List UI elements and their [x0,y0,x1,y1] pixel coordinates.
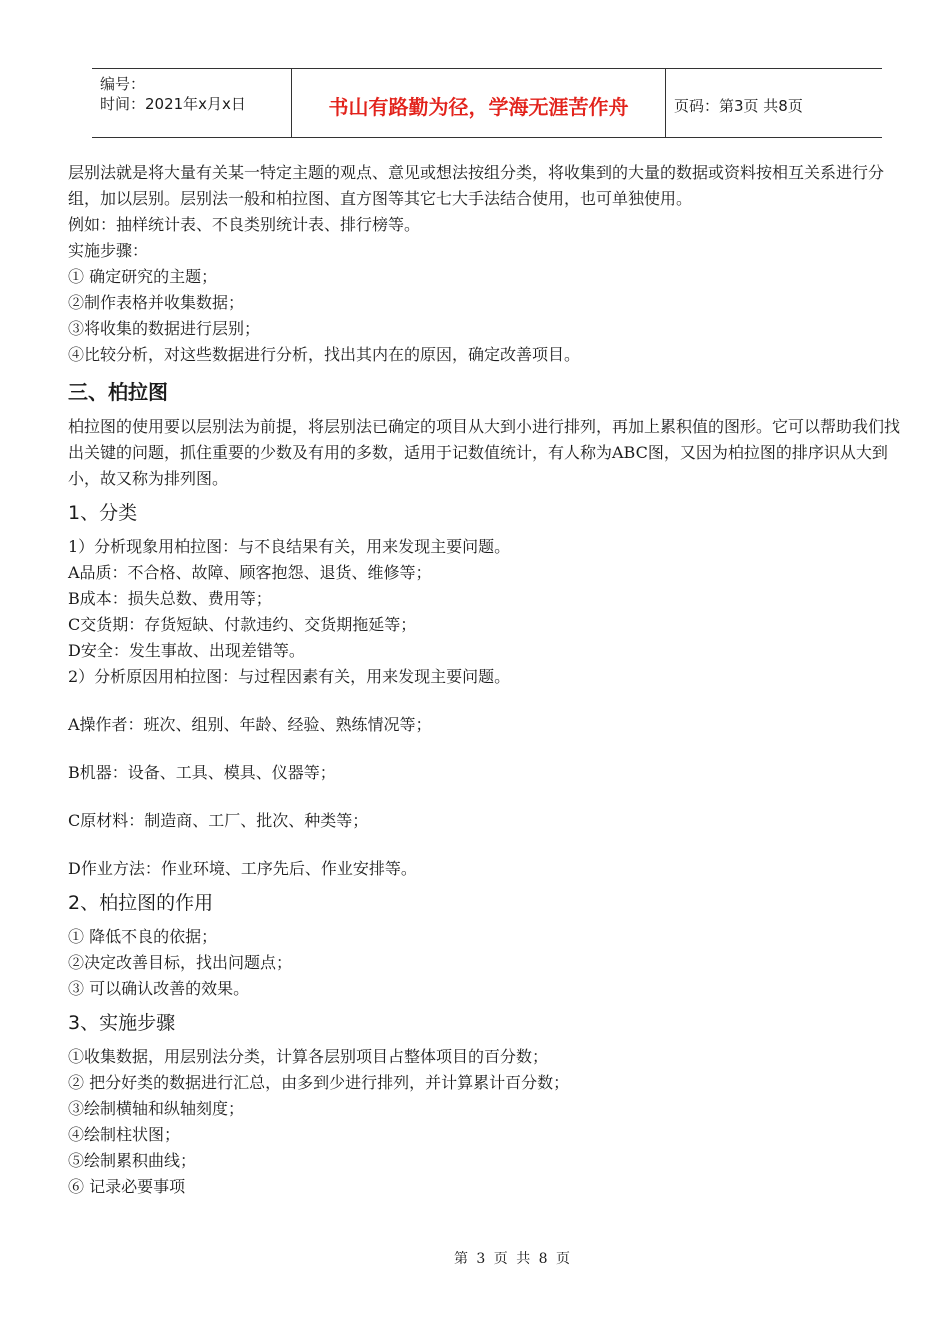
subsection-heading-classification: 1、分类 [68,502,138,524]
time-label: 时间：2021年x月x日 [100,95,246,113]
list-item: B机器：设备、工具、模具、仪器等； [68,763,336,782]
layering-intro: 层别法就是将大量有关某一特定主题的观点、意见或想法按组分类，将收集到的大量的数据或资料按相互关系进行分组，加以层别。层别法一般和柏拉图、直方图等其它七大手法结合使用，也可单独使用。 [68,163,885,208]
list-item: ③绘制横轴和纵轴刻度； [68,1099,245,1118]
code-label: 编号： [100,75,146,93]
list-item: ⑤绘制累积曲线； [68,1151,197,1170]
subsection-heading-steps: 3、实施步骤 [68,1012,176,1034]
pareto-intro: 柏拉图的使用要以层别法为前提，将层别法已确定的项目从大到小进行排列，再加上累积值的图形。它可以帮助我们找出关键的问题，抓住重要的少数及有用的多数，适用于记数值统计，有人称为ABC图，又因为柏拉图的排序识从大到小，故又称为排列图。 [68,417,901,488]
list-item: ①收集数据，用层别法分类，计算各层别项目占整体项目的百分数； [68,1047,549,1066]
subsection-heading-function: 2、柏拉图的作用 [68,892,214,914]
phenomenon-pareto-line: 1）分析现象用柏拉图：与不良结果有关，用来发现主要问题。 [68,537,511,556]
list-item: C原材料：制造商、工厂、批次、种类等； [68,811,369,830]
header-page-cell [666,69,882,137]
document-body [68,160,908,1200]
steps-title: 实施步骤： [68,241,149,260]
list-item: ⑥ 记录必要事项 [68,1177,186,1196]
header-motto-cell [292,69,666,137]
page-header [92,68,882,138]
motto: 书山有路勤为径，学海无涯苦作舟 [328,95,629,119]
step-item: ① 确定研究的主题； [68,267,218,286]
list-item: A操作者：班次、组别、年龄、经验、熟练情况等； [68,715,432,734]
example-line: 例如：抽样统计表、不良类别统计表、排行榜等。 [68,215,421,234]
list-item: B成本：损失总数、费用等； [68,589,272,608]
step-item: ③将收集的数据进行层别； [68,319,261,338]
section-heading-pareto: 三、柏拉图 [68,380,168,404]
list-item: ④绘制柱状图； [68,1125,181,1144]
step-item: ④比较分析，对这些数据进行分析，找出其内在的原因，确定改善项目。 [68,345,581,364]
list-item: ① 降低不良的依据； [68,927,218,946]
page-footer: 第 3 页 共 8 页 [453,1251,573,1267]
step-item: ②制作表格并收集数据； [68,293,245,312]
list-item: D安全：发生事故、出现差错等。 [68,641,305,660]
list-item: D作业方法：作业环境、工序先后、作业安排等。 [68,859,417,878]
cause-pareto-line: 2）分析原因用柏拉图：与过程因素有关，用来发现主要问题。 [68,667,511,686]
list-item: C交货期：存货短缺、付款违约、交货期拖延等； [68,615,417,634]
page-number-label: 页码：第3页 共8页 [674,97,803,115]
list-item: A品质：不合格、故障、顾客抱怨、退货、维修等； [68,563,432,582]
list-item: ② 把分好类的数据进行汇总，由多到少进行排列，并计算累计百分数； [68,1073,570,1092]
list-item: ③ 可以确认改善的效果。 [68,979,250,998]
list-item: ②决定改善目标，找出问题点； [68,953,293,972]
header-meta-cell [92,69,292,137]
